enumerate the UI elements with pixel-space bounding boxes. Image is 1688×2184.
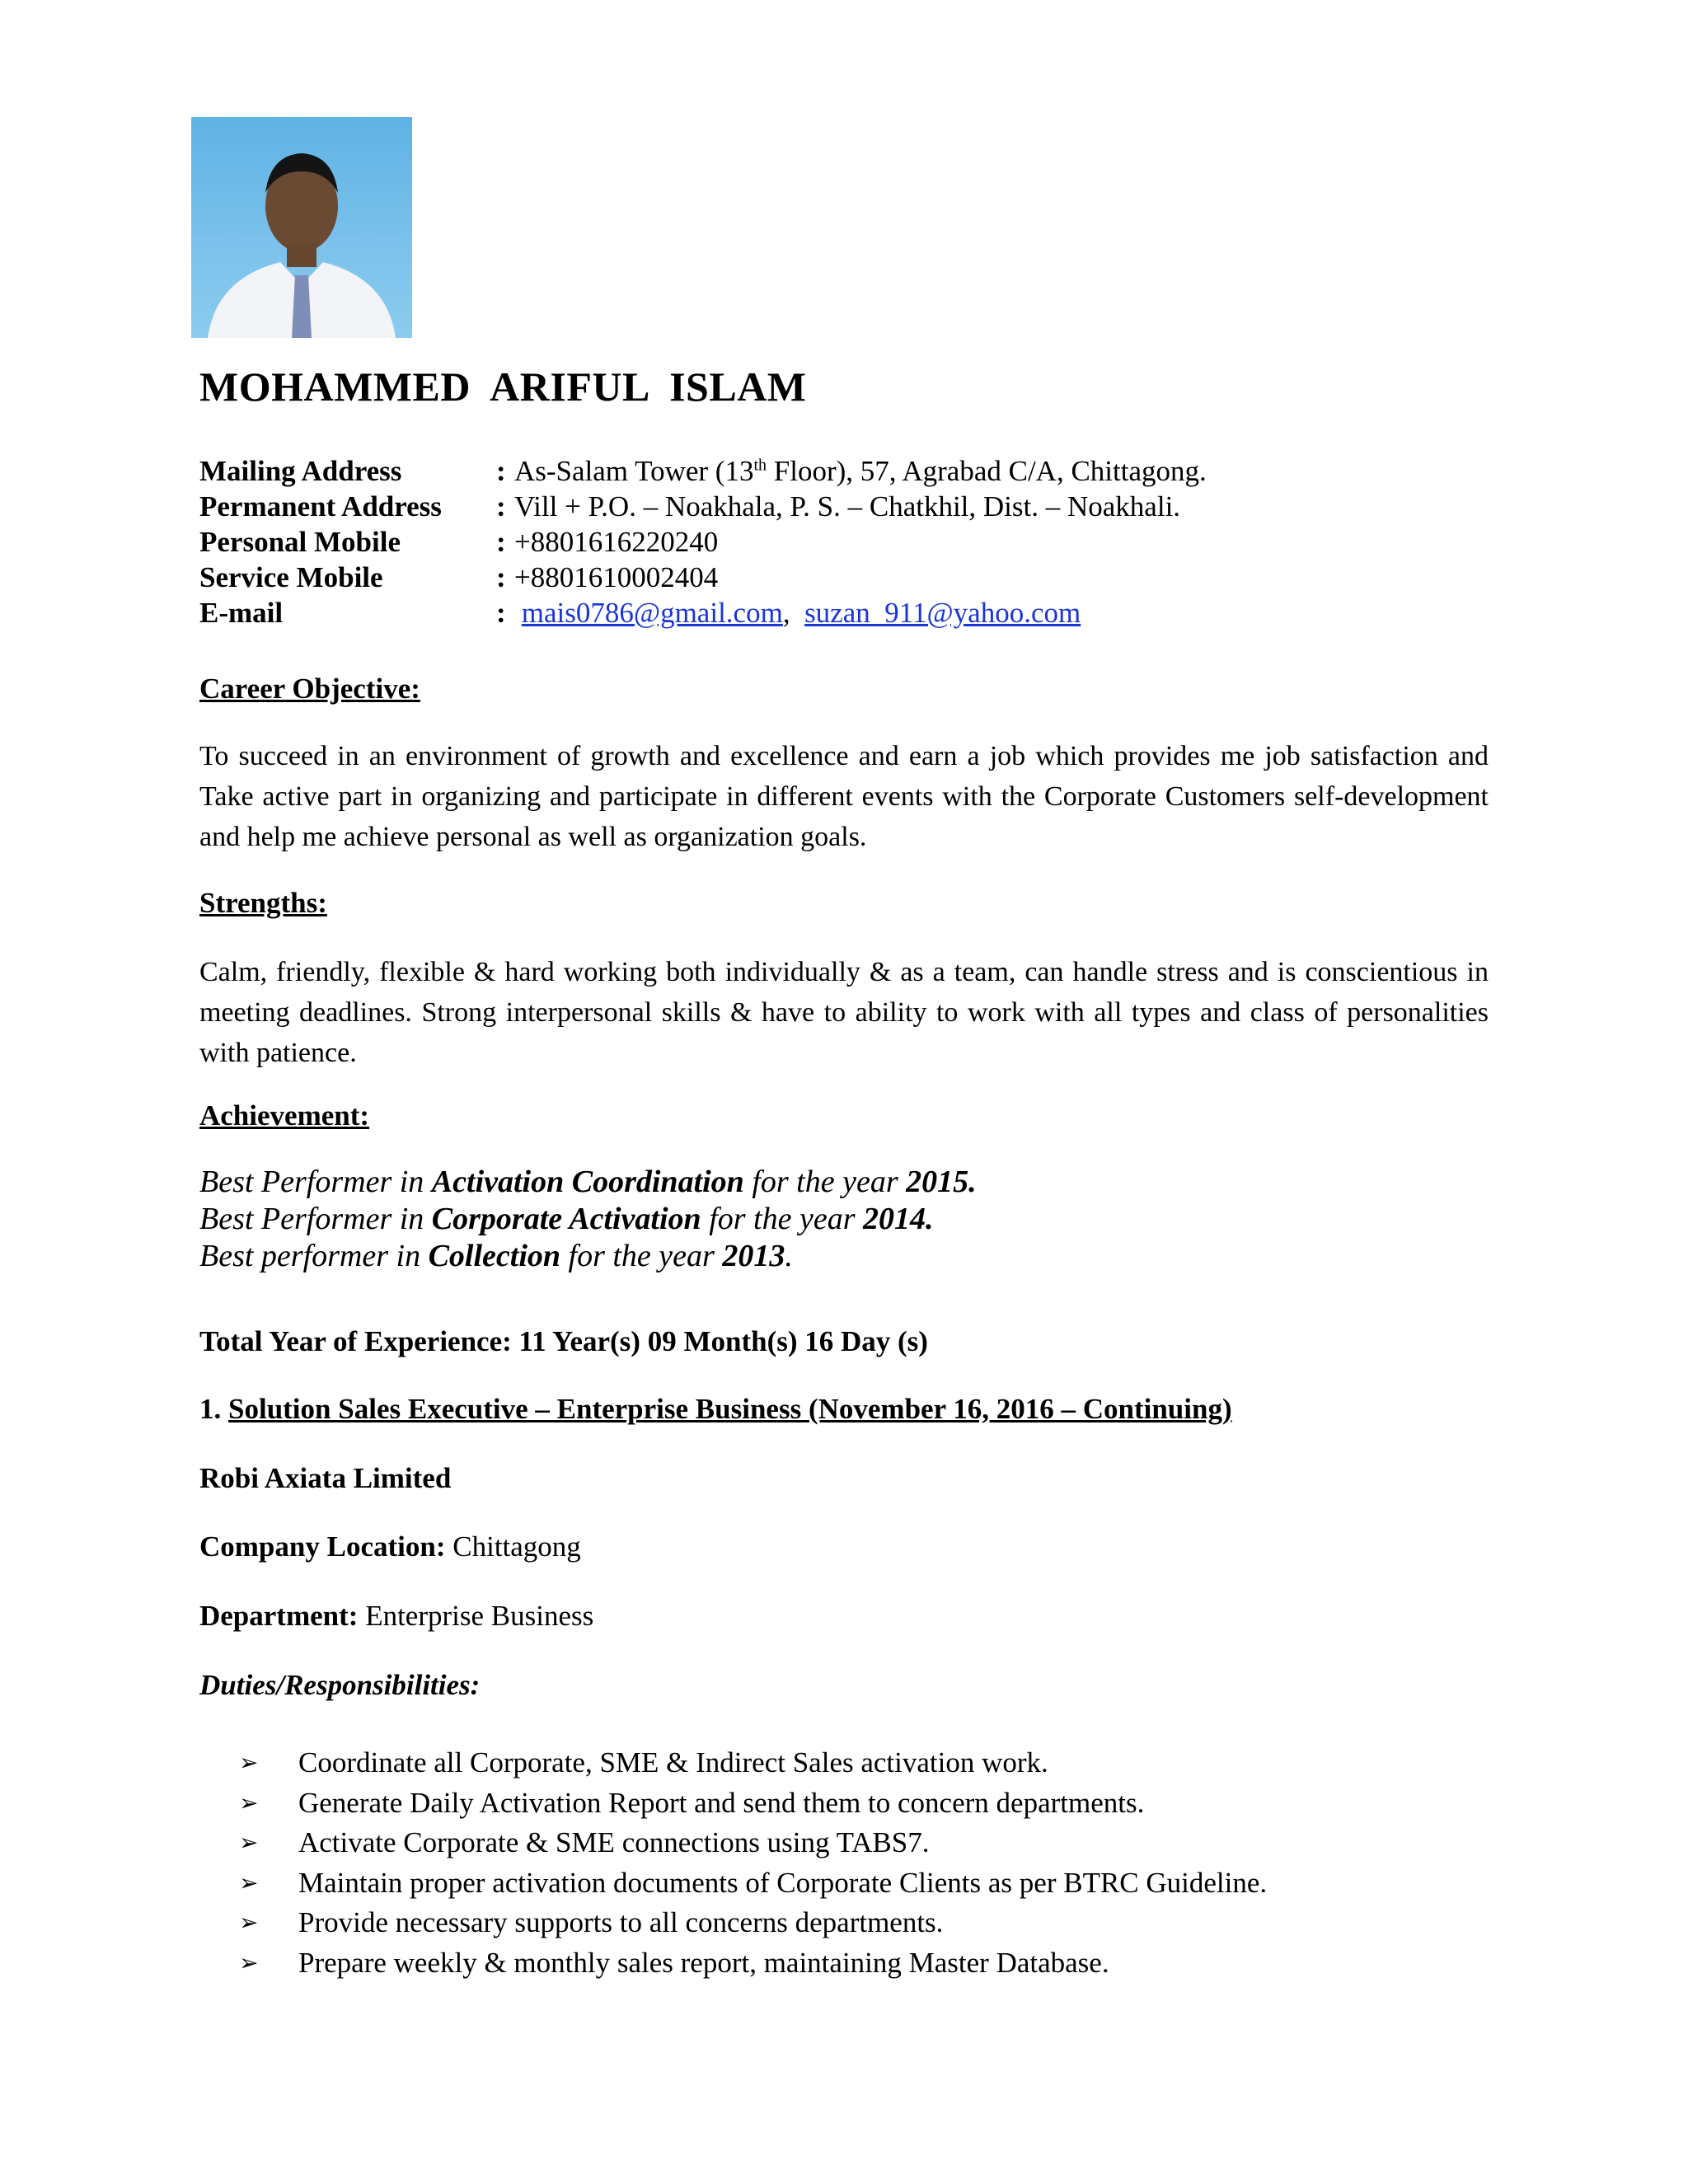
- list-item: ➢ Generate Daily Activation Report and send them to concern departments.: [239, 1783, 1267, 1824]
- arrowhead-bullet-icon: ➢: [239, 1788, 259, 1816]
- portrait-image: [191, 117, 412, 338]
- career-objective-text: To succeed in an environment of growth and excellence and earn a job which provides me job satisfaction and Take active part in organizing and participate in different events with the Corporate Customers self-development and help me achieve personal as well as organization goals.: [199, 741, 1489, 852]
- list-item: ➢ Maintain proper activation documents of Corporate Clients as per BTRC Guideline.: [239, 1863, 1267, 1904]
- personal-mobile-row: [199, 524, 1207, 560]
- contact-block: [199, 453, 1207, 630]
- achievement-item: Best Performer in Activation Coordination for the year 2015.: [199, 1165, 977, 1199]
- job-title: Solution Sales Executive – Enterprise Business (November 16, 2016 – Continuing): [228, 1393, 1232, 1425]
- list-item: ➢ Provide necessary supports to all concerns departments.: [239, 1903, 1267, 1943]
- strengths-heading: Strengths:: [199, 887, 327, 919]
- service-mobile-row: [199, 560, 1207, 595]
- strengths-text: Calm, friendly, flexible & hard working both individually & as a team, can handle stress and is conscientious in meeting deadlines. Strong interpersonal skills & have to ability to work with all types and class of personalities with patience.: [199, 957, 1489, 1068]
- email-values: mais0786@gmail.com, suzan_911@yahoo.com: [521, 597, 1081, 629]
- colon: :: [496, 597, 506, 629]
- mailing-address-label: Mailing Address: [199, 455, 402, 487]
- arrowhead-bullet-icon: ➢: [239, 1909, 259, 1936]
- email-link-gmail[interactable]: mais0786@gmail.com: [521, 597, 783, 629]
- list-item: ➢ Coordinate all Corporate, SME & Indirect Sales activation work.: [239, 1743, 1267, 1783]
- achievement-item: Best performer in Collection for the year 2013.: [199, 1239, 793, 1273]
- service-mobile-value: +8801610002404: [514, 561, 719, 593]
- company-location: Company Location: Chittagong: [199, 1530, 581, 1563]
- personal-mobile-value: +8801616220240: [514, 526, 719, 558]
- list-item: ➢ Prepare weekly & monthly sales report, maintaining Master Database.: [239, 1943, 1267, 1984]
- permanent-address-value: Vill + P.O. – Noakhala, P. S. – Chatkhil, Dist. – Noakhali.: [514, 490, 1181, 523]
- colon: :: [496, 455, 506, 487]
- arrowhead-bullet-icon: ➢: [239, 1829, 259, 1856]
- achievement-heading: Achievement:: [199, 1099, 370, 1132]
- permanent-address-label: Permanent Address: [199, 490, 442, 523]
- candidate-name: MOHAMMED ARIFUL ISLAM: [199, 363, 807, 410]
- achievement-item: Best Performer in Corporate Activation for the year 2014.: [199, 1202, 934, 1236]
- arrowhead-bullet-icon: ➢: [239, 1749, 259, 1776]
- email-label: E-mail: [199, 597, 284, 629]
- company-name: Robi Axiata Limited: [199, 1462, 452, 1494]
- colon: :: [496, 561, 506, 593]
- email-row: [199, 595, 1207, 630]
- permanent-address-row: [199, 489, 1207, 524]
- mailing-address-value: As-Salam Tower (13th Floor), 57, Agrabad C/A, Chittagong.: [514, 455, 1207, 487]
- department: Department: Enterprise Business: [199, 1600, 594, 1632]
- total-experience: Total Year of Experience: 11 Year(s) 09 Month(s) 16 Day (s): [199, 1325, 928, 1357]
- arrowhead-bullet-icon: ➢: [239, 1948, 259, 1976]
- email-link-yahoo[interactable]: suzan_911@yahoo.com: [804, 597, 1081, 629]
- career-objective-heading: Career Objective:: [199, 673, 420, 705]
- profile-photo: [191, 117, 412, 338]
- colon: :: [496, 490, 506, 523]
- achievement-list: [199, 1164, 977, 1275]
- service-mobile-label: Service Mobile: [199, 561, 383, 593]
- arrowhead-bullet-icon: ➢: [239, 1868, 259, 1896]
- colon: :: [496, 526, 506, 558]
- job-heading: 1. Solution Sales Executive – Enterprise Business (November 16, 2016 – Continuing): [199, 1393, 1232, 1425]
- mailing-address-row: [199, 453, 1207, 489]
- personal-mobile-label: Personal Mobile: [199, 526, 401, 558]
- duties-list: [239, 1743, 1267, 1983]
- list-item: ➢ Activate Corporate & SME connections using TABS7.: [239, 1823, 1267, 1863]
- duties-heading: Duties/Responsibilities:: [199, 1669, 481, 1701]
